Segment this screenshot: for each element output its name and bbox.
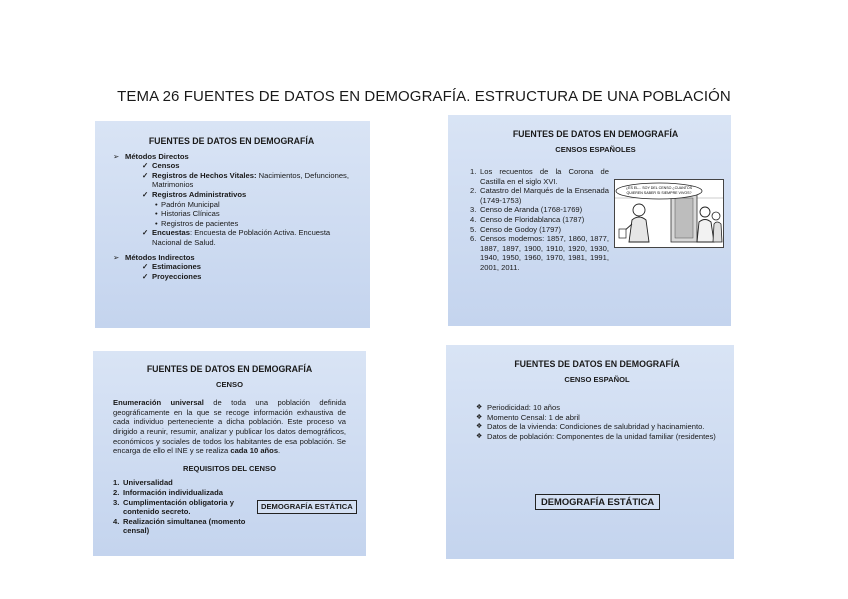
indirect-methods-heading: ➢ Métodos Indirectos bbox=[113, 253, 350, 263]
list-item: 2. Catastro del Marqués de la Ensenada (1749-1753) bbox=[470, 186, 609, 205]
vital-records-label: Registros de Hechos Vitales: bbox=[152, 170, 257, 180]
admin-subitem: • Padrón Municipal bbox=[113, 200, 350, 210]
projections-item: ✓ Proyecciones bbox=[113, 272, 350, 282]
slide-subtitle: CENSOS ESPAÑOLES bbox=[555, 144, 636, 154]
census-list bbox=[470, 167, 609, 273]
list-item: ❖ Momento Censal: 1 de abril bbox=[476, 413, 718, 423]
direct-methods-heading: ➢ Métodos Directos bbox=[113, 152, 350, 162]
list-item: 3. Censo de Aranda (1768-1769) bbox=[470, 205, 583, 215]
slide-census-definition bbox=[93, 351, 366, 556]
list-item: ❖ Periodicidad: 10 años bbox=[476, 403, 718, 413]
vital-records-item bbox=[113, 171, 350, 190]
list-item: 6. Censos modernos: 1857, 1860, 1877, 1887, 1897, 1900, 1910, 1920, 1930, 1940, 1950, 1960, 1970, 1981, 1991, 2001, 2011. bbox=[470, 234, 609, 272]
static-demography-box: DEMOGRAFÍA ESTÁTICA bbox=[257, 500, 357, 514]
census-definition-text: Enumeración universal de toda una población definida geográficamente en la que se recoge información exhaustiva de cada individuo perteneciente a dicha población. Este proceso va dirigido a reunir, resumir, analizar y publicar los datos demográficos, económicos y sociales de todos los habitantes de esa población. Se encarga de ello el INE y se realiza cada 10 años. bbox=[113, 398, 346, 456]
list-item: ❖ Datos de la vivienda: Condiciones de salubridad y hacinamiento. bbox=[476, 422, 718, 432]
list-item: 4. Realización simultanea (momento censal) bbox=[113, 516, 246, 536]
cartoon-drawing bbox=[615, 180, 723, 247]
requirements-list bbox=[113, 478, 255, 536]
slide-subtitle: CENSO bbox=[215, 379, 243, 389]
surveys-item bbox=[113, 228, 350, 247]
slide-title: FUENTES DE DATOS EN DEMOGRAFÍA bbox=[146, 364, 313, 374]
censos-item: ✓ Censos bbox=[113, 161, 350, 171]
methods-list bbox=[113, 152, 350, 282]
slide-title: FUENTES DE DATOS EN DEMOGRAFÍA bbox=[514, 359, 680, 369]
slide-spanish-census bbox=[446, 345, 734, 559]
slide-spanish-censuses bbox=[448, 115, 731, 326]
admin-records-item: ✓ Registros Administrativos bbox=[113, 190, 350, 200]
surveys-label: Encuestas bbox=[152, 228, 190, 238]
svg-text:QUIEREN SABER SI SIEMPRE VIVOS: QUIEREN SABER SI SIEMPRE VIVOS? bbox=[626, 191, 692, 195]
requirements-title: REQUISITOS DEL CENSO bbox=[183, 463, 276, 473]
list-item: ❖ Datos de población: Componentes de la unidad familiar (residentes) bbox=[476, 432, 718, 442]
list-item: 2. Información individualizada bbox=[113, 487, 223, 497]
slide-title: FUENTES DE DATOS EN DEMOGRAFÍA bbox=[148, 136, 315, 146]
page-title: TEMA 26 FUENTES DE DATOS EN DEMOGRAFÍA. ESTRUCTURA DE UNA POBLACIÓN bbox=[117, 88, 731, 105]
slide-sources-overview bbox=[95, 121, 370, 328]
estimates-item: ✓ Estimaciones bbox=[113, 262, 350, 272]
admin-subitem: • Registros de pacientes bbox=[113, 219, 350, 229]
static-demography-box: DEMOGRAFÍA ESTÁTICA bbox=[535, 494, 660, 510]
admin-subitem: • Historias Clínicas bbox=[113, 209, 350, 219]
list-item: 4. Censo de Floridablanca (1787) bbox=[470, 214, 585, 224]
list-item: 1. Universalidad bbox=[113, 478, 173, 488]
surveys-text: : Encuesta de Población Activa. Encuesta Nacional de Salud. bbox=[152, 228, 331, 247]
slide-subtitle: CENSO ESPAÑOL bbox=[564, 374, 630, 384]
list-item: 5. Censo de Godoy (1797) bbox=[470, 224, 562, 234]
vital-records-text: Nacimientos, Defunciones, Matrimonios bbox=[152, 170, 349, 190]
list-item: 1. Los recuentos de la Corona de Castilla en el siglo XVI. bbox=[470, 167, 609, 186]
slide-title: FUENTES DE DATOS EN DEMOGRAFÍA bbox=[512, 129, 679, 139]
census-cartoon-image bbox=[614, 179, 724, 248]
cartoon-bubble-text: ¿ES EL... SOY DEL CENSO ¿CUANTOS bbox=[625, 186, 693, 190]
list-item: 3. Cumplimentación obligatoria y contenido secreto. bbox=[113, 497, 234, 517]
census-features-list bbox=[476, 403, 718, 441]
